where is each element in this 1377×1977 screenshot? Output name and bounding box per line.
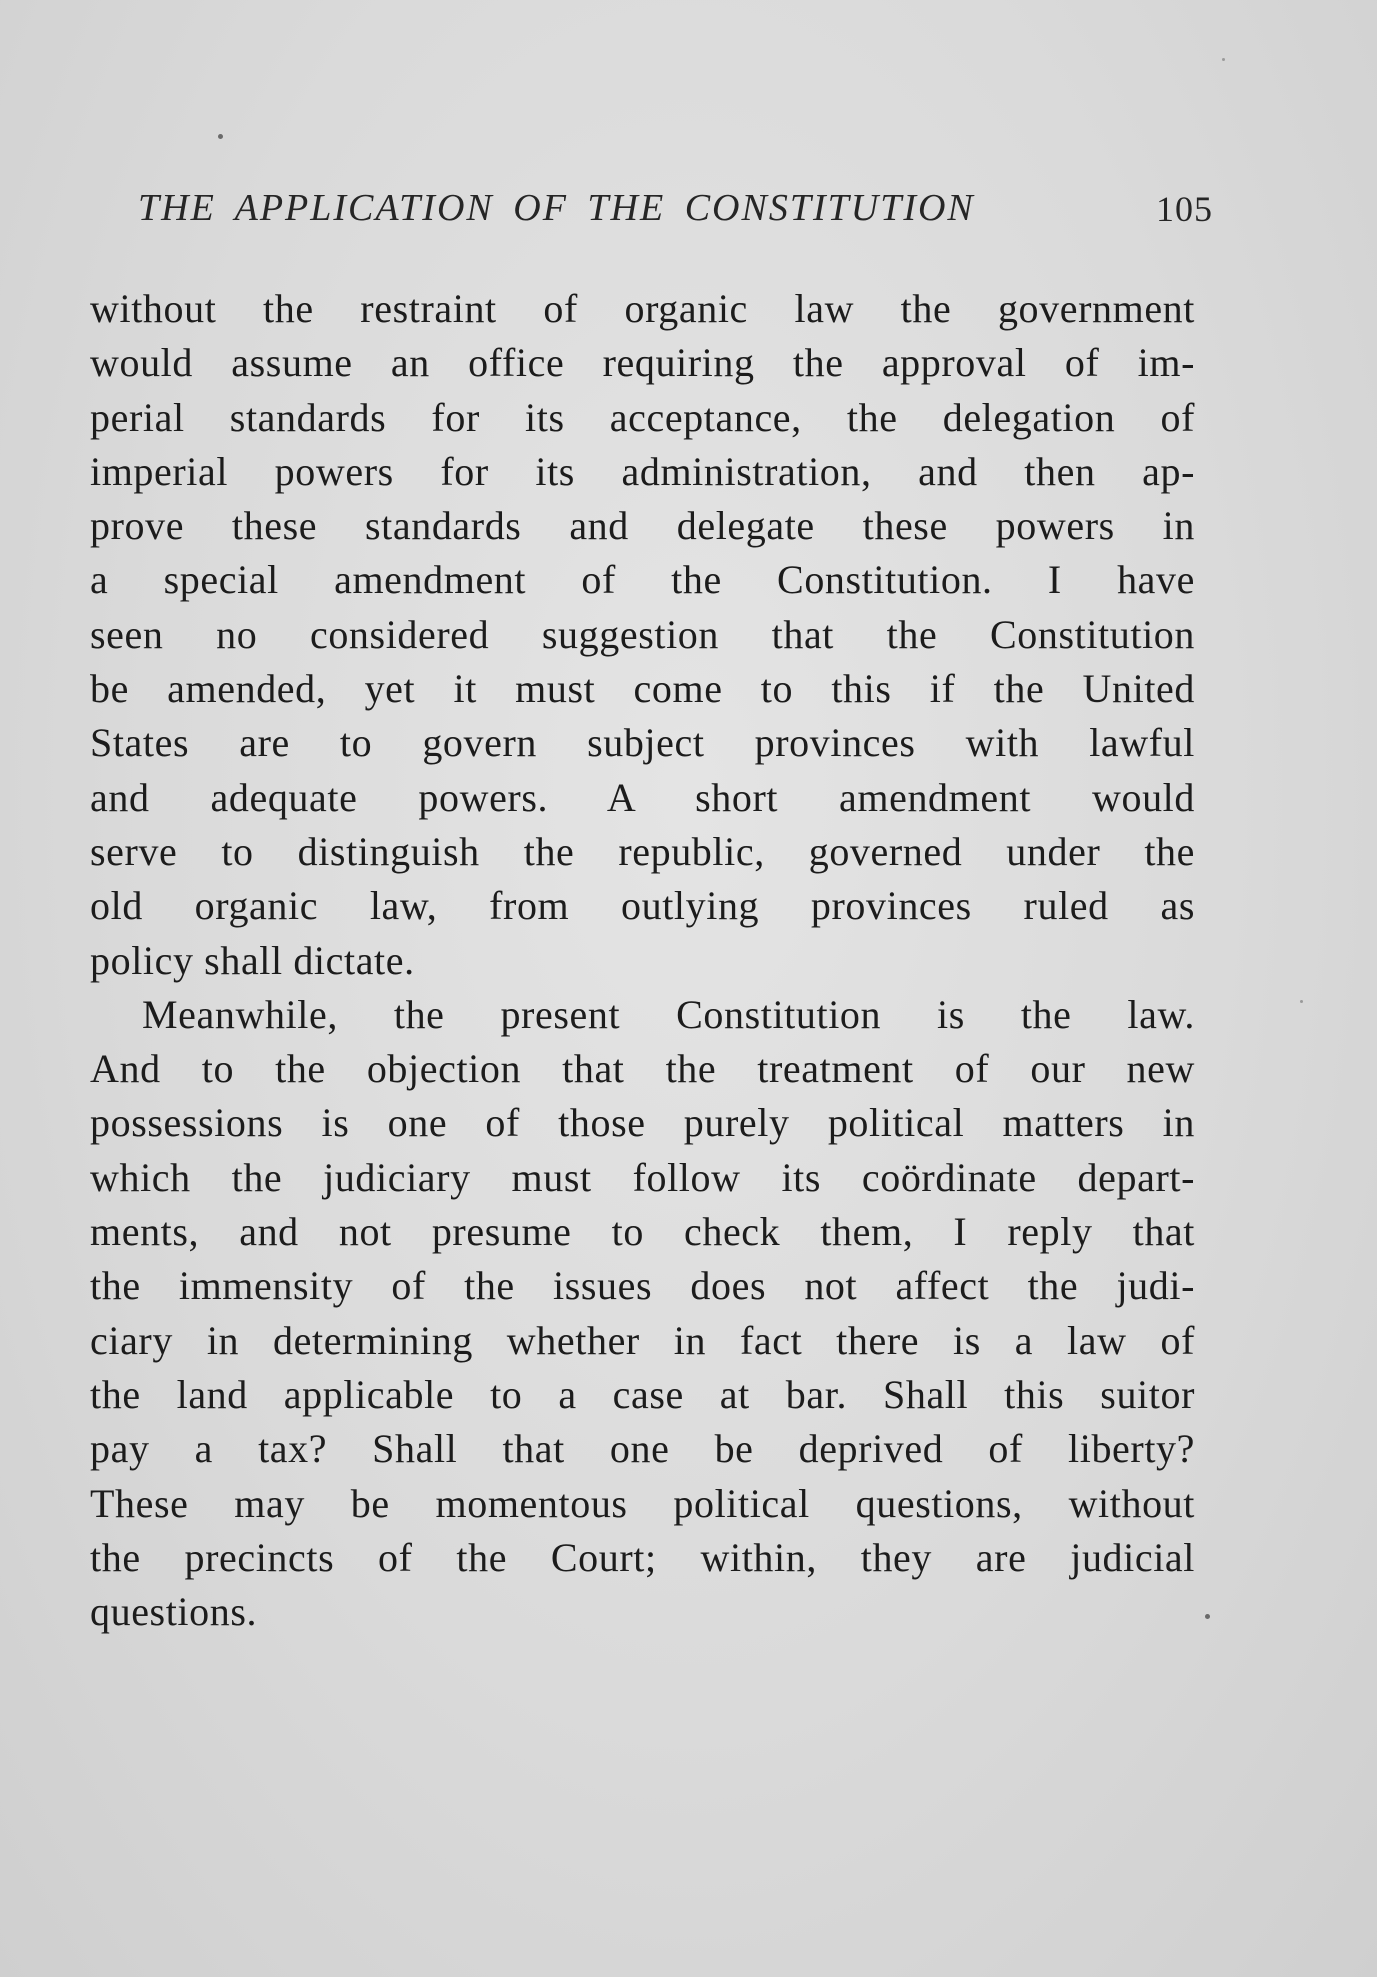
text-line: pay a tax? Shall that one be deprived of liberty?	[90, 1426, 1195, 1472]
text-line: ciary in determining whether in fact there is a law of	[90, 1317, 1195, 1363]
text-line: prove these standards and delegate these powers in	[90, 503, 1195, 549]
text-line: would assume an office requiring the approval of im-	[90, 340, 1195, 386]
text-line: serve to distinguish the republic, governed under the	[90, 828, 1195, 874]
text-line: policy shall dictate.	[90, 937, 415, 983]
paper-speck	[1205, 1614, 1210, 1619]
text-line: possessions is one of those purely political matters in	[90, 1100, 1195, 1146]
text-line: the immensity of the issues does not affect the judi-	[90, 1263, 1195, 1309]
paper-speck	[218, 134, 223, 139]
text-line: a special amendment of the Constitution. I have	[90, 557, 1195, 603]
text-line: the land applicable to a case at bar. Shall this suitor	[90, 1371, 1195, 1417]
text-line: And to the objection that the treatment of our new	[90, 1046, 1195, 1092]
text-line: seen no considered suggestion that the Constitution	[90, 611, 1195, 657]
text-line: perial standards for its acceptance, the delegation of	[90, 394, 1195, 440]
body-text	[90, 282, 1195, 1639]
paper-speck	[1300, 1000, 1303, 1003]
text-line: These may be momentous political questions, without	[90, 1480, 1195, 1526]
text-line: and adequate powers. A short amendment would	[90, 774, 1195, 820]
paper-speck	[1222, 58, 1225, 61]
running-head	[138, 186, 1213, 246]
text-line: old organic law, from outlying provinces ruled as	[90, 883, 1195, 929]
text-line: States are to govern subject provinces with lawful	[90, 720, 1195, 766]
text-line: the precincts of the Court; within, they are judicial	[90, 1534, 1195, 1580]
page-number: 105	[1156, 189, 1213, 229]
running-head-title: THE APPLICATION OF THE CONSTITUTION	[138, 187, 975, 229]
text-line: without the restraint of organic law the government	[90, 286, 1195, 331]
text-line: ments, and not presume to check them, I reply that	[90, 1209, 1195, 1255]
text-line: Meanwhile, the present Constitution is the law.	[142, 991, 1195, 1037]
text-line: imperial powers for its administration, and then ap-	[90, 448, 1195, 494]
text-line: which the judiciary must follow its coördinate depart-	[90, 1154, 1195, 1200]
text-line: be amended, yet it must come to this if the United	[90, 666, 1195, 712]
text-line: questions.	[90, 1589, 258, 1635]
